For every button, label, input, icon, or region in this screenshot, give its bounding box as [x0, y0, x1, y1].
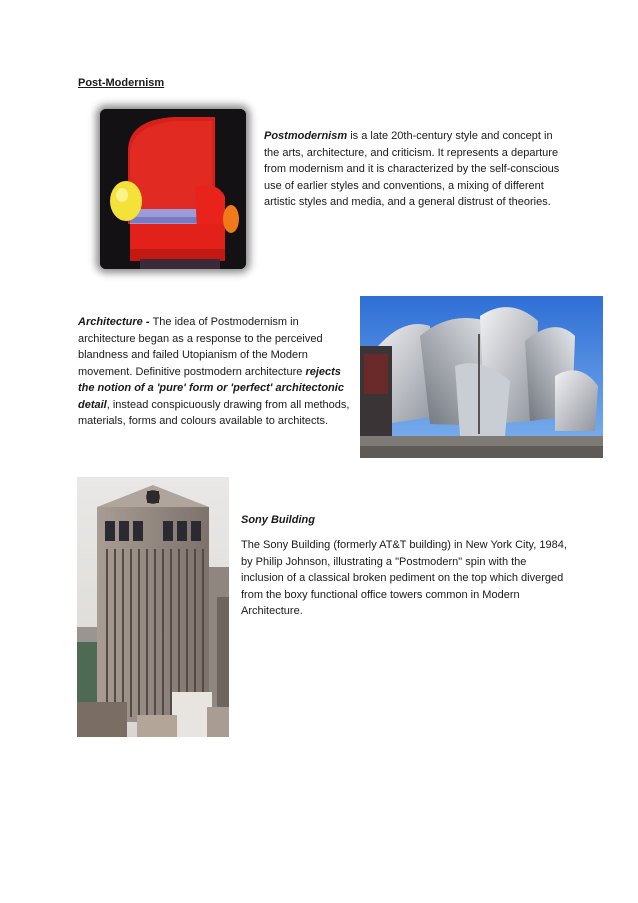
architecture-term: Architecture - [78, 316, 153, 328]
sony-building-image [77, 477, 229, 737]
section-title: Post-Modernism [78, 77, 165, 89]
intro-text: is a late 20th-century style and concept in the arts, architecture, and criticism. It represents a departure from modernism and it is characterized by the self-conscious use of earlier styles and conventions, a mixing of different artistic styles and media, and a general distrust of theories. [264, 130, 560, 208]
sony-title: Sony Building [241, 514, 315, 526]
architecture-emphasis: rejects the notion of a 'pure' form or 'perfect' architectonic detail [78, 365, 344, 411]
intro-term: Postmodernism [264, 130, 348, 142]
intro-paragraph [264, 128, 564, 211]
sony-paragraph: The Sony Building (formerly AT&T building) in New York City, 1984, by Philip Johnson, illustrating a "Postmodern" spin with the inclusion of a classical broken pediment on the top which diverged from the boxy functional office towers common in Modern Architecture. [241, 539, 567, 617]
architecture-paragraph [78, 314, 350, 430]
armchair-image [100, 109, 246, 269]
architecture-text-before: The idea of Postmodernism in architecture began as a response to the perceived blandness and failed Utopianism of the Modern movement. Definitive postmodern architecture [78, 316, 323, 378]
concert-hall-image [360, 296, 603, 458]
architecture-text-after: , instead conspicuously drawing from all methods, materials, forms and colours available to architects. [78, 398, 350, 427]
